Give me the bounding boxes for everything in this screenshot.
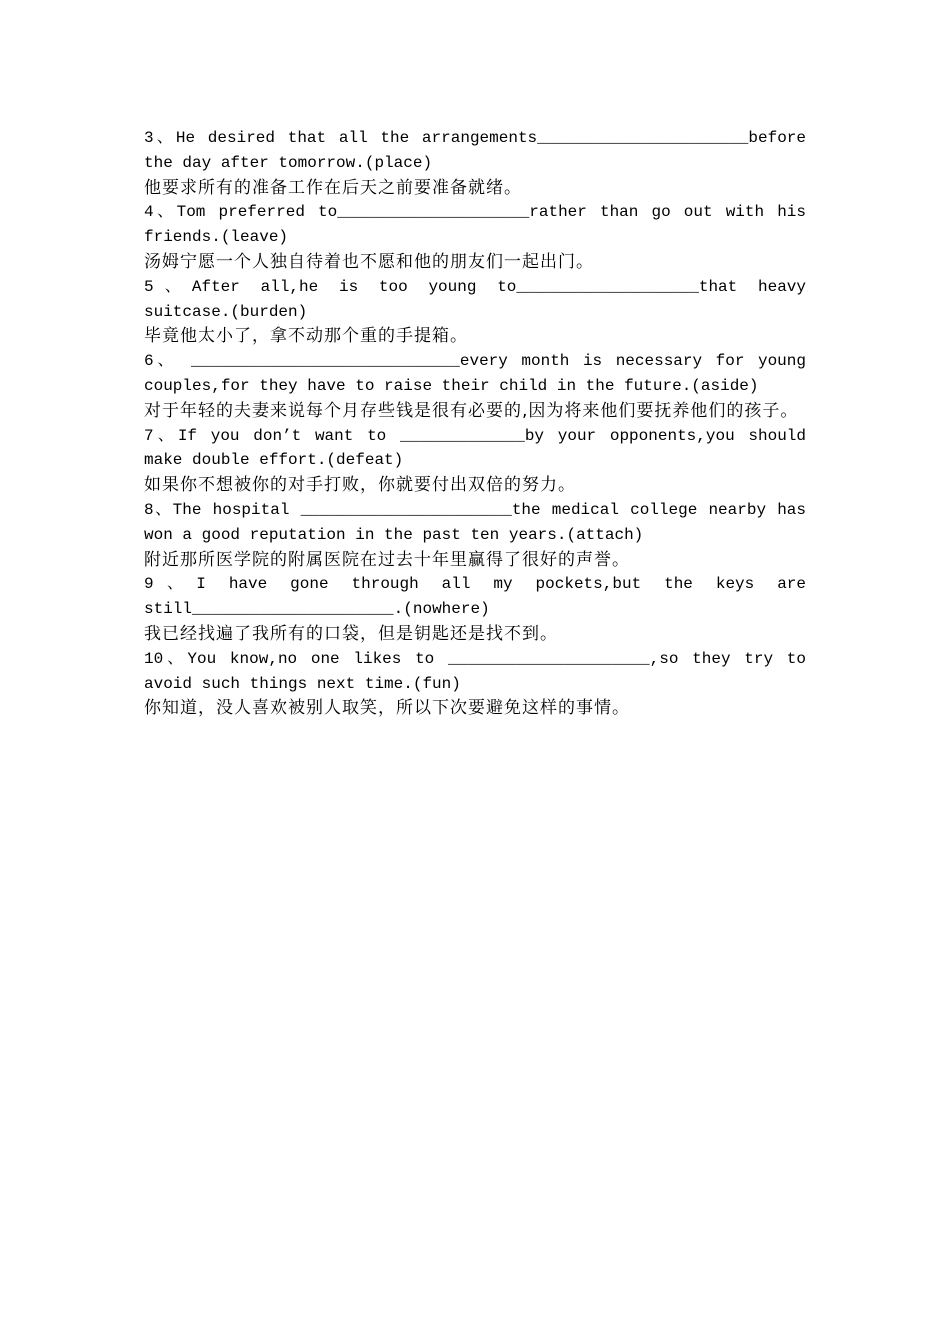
chinese-translation: 我已经找遍了我所有的口袋，但是钥匙还是找不到。 bbox=[144, 623, 558, 644]
sentence-text-after: the medical college nearby has won a good reputation in the past ten years.(attach) bbox=[144, 500, 806, 544]
exercise-item-3 bbox=[144, 126, 806, 200]
sentence-text-before: 10、You know,no one likes to bbox=[144, 649, 448, 668]
sentence-text-before: 4、Tom preferred to bbox=[144, 203, 338, 222]
sentence-text-after: that heavy suitcase.(burden) bbox=[144, 277, 806, 321]
answer-blank[interactable]: _____________________ bbox=[192, 600, 394, 619]
answer-blank[interactable]: _____________________ bbox=[448, 649, 650, 668]
sentence-text-before: 3、He desired that all the arrangements bbox=[144, 129, 538, 147]
chinese-translation: 如果你不想被你的对手打败，你就要付出双倍的努力。 bbox=[144, 475, 576, 496]
answer-blank[interactable]: ______________________ bbox=[300, 500, 512, 519]
sentence-text-after: by your opponents,you should make double effort.(defeat) bbox=[144, 426, 806, 470]
sentence-text-before: 7、If you don’t want to bbox=[144, 426, 400, 445]
chinese-translation: 汤姆宁愿一个人独自待着也不愿和他的朋友们一起出门。 bbox=[144, 251, 594, 272]
english-sentence bbox=[144, 349, 806, 399]
answer-blank[interactable]: ____________________________ bbox=[191, 352, 460, 371]
sentence-text-after: rather than go out with his friends.(leave) bbox=[144, 203, 806, 247]
chinese-translation: 毕竟他太小了，拿不动那个重的手提箱。 bbox=[144, 326, 468, 347]
exercise-item-4 bbox=[144, 200, 806, 274]
answer-blank[interactable]: ___________________ bbox=[516, 277, 699, 296]
english-sentence bbox=[144, 572, 806, 622]
chinese-translation: 你知道，没人喜欢被别人取笑，所以下次要避免这样的事情。 bbox=[144, 698, 630, 719]
english-sentence bbox=[144, 275, 806, 325]
english-sentence bbox=[144, 498, 806, 548]
exercise-item-9 bbox=[144, 572, 806, 646]
exercise-item-5 bbox=[144, 275, 806, 349]
exercise-item-8 bbox=[144, 498, 806, 572]
answer-blank[interactable]: ____________________ bbox=[337, 203, 530, 222]
sentence-text-after: .(nowhere) bbox=[393, 600, 490, 619]
chinese-translation: 对于年轻的夫妻来说每个月存些钱是很有必要的,因为将来他们要抚养他们的孩子。 bbox=[144, 400, 799, 421]
english-sentence bbox=[144, 200, 806, 250]
answer-blank[interactable]: ______________________ bbox=[537, 129, 749, 147]
english-sentence bbox=[144, 424, 806, 474]
chinese-translation: 附近那所医学院的附属医院在过去十年里赢得了很好的声誉。 bbox=[144, 549, 630, 570]
sentence-text-after: every month is necessary for young couples,for they have to raise their child in the future.(aside) bbox=[144, 352, 806, 395]
answer-blank[interactable]: _____________ bbox=[400, 426, 525, 445]
english-sentence bbox=[144, 647, 806, 697]
exercise-item-10 bbox=[144, 647, 806, 721]
sentence-text-after: ,so they try to avoid such things next time.(fun) bbox=[144, 649, 806, 693]
sentence-text-before: 8、The hospital bbox=[144, 500, 301, 519]
sentence-text-before: 9、I have gone through all my pockets,but the keys are still bbox=[144, 575, 806, 619]
sentence-text-before: 5、After all,he is too young to bbox=[144, 277, 517, 296]
sentence-text-after: before the day after tomorrow.(place) bbox=[144, 129, 806, 172]
chinese-translation: 他要求所有的准备工作在后天之前要准备就绪。 bbox=[144, 177, 522, 198]
exercise-page bbox=[144, 126, 806, 721]
english-sentence bbox=[144, 126, 806, 176]
exercise-item-7 bbox=[144, 424, 806, 498]
exercise-item-6 bbox=[144, 349, 806, 423]
sentence-text-before: 6、 bbox=[144, 352, 192, 371]
